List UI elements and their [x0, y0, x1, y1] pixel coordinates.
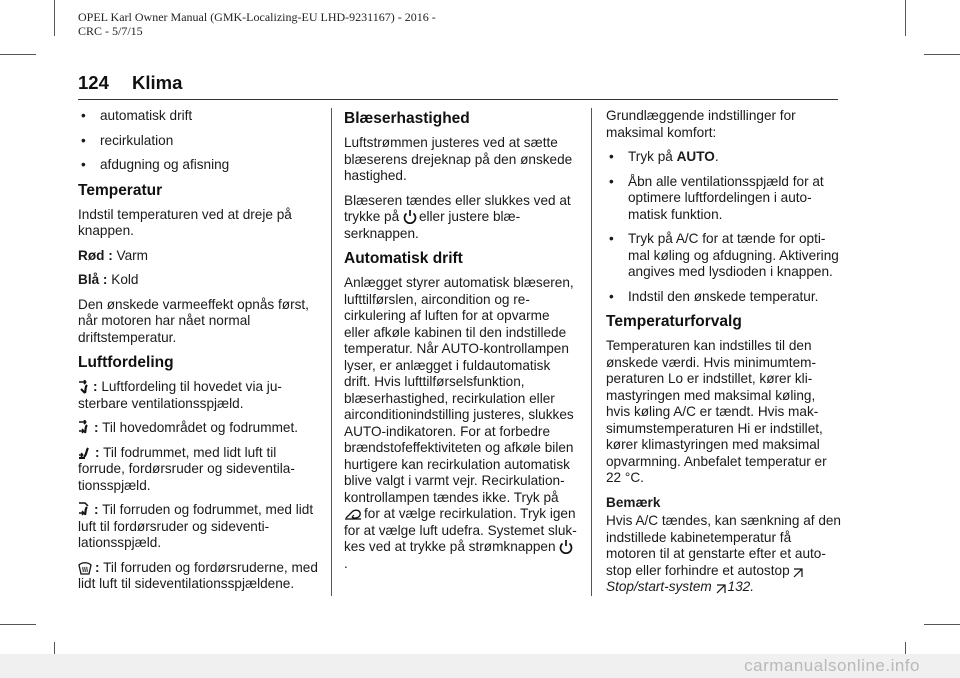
- watermark-text: carmanualsonline.info: [744, 656, 920, 675]
- temperature-intro: Indstil temperaturen ved at dreje på knappen.: [78, 206, 292, 238]
- red-setting: Rød : Varm: [78, 247, 148, 263]
- air-distribution-upper-lower-icon: [78, 420, 91, 435]
- air-distribution-floor-icon: [78, 447, 92, 460]
- list-item: • automatisk drift: [81, 108, 193, 123]
- air-distribution-windscreen-floor-icon: [78, 502, 91, 517]
- list-item: • Indstil den ønskede temperatur.: [609, 288, 819, 304]
- crop-mark: [924, 54, 960, 55]
- temperature-preset-heading: Temperaturforvalg: [606, 313, 742, 330]
- list-item: • afdugning og afisning: [81, 157, 230, 172]
- cross-reference-page[interactable]: 132.: [727, 579, 755, 594]
- blower-paragraph: Luftstrømmen justeres ved at sætte blæserens drejeknap på den ønskede hastighed.: [344, 135, 573, 183]
- temperature-note: Den ønskede varmeeffekt opnås først, når motoren har nået normal driftstemperatur.: [78, 296, 309, 345]
- defrost-windscreen-icon: [78, 561, 92, 575]
- temperature-preset-paragraph: Temperaturen kan indstilles til den ønskede værdi. Hvis minimumtemperaturen Lo er indstillet, kører klimastyringen med maksimal køling, hvis køling A/C er tændt. Hvis maksimumstemperaturen Hi er indstillet, kører klimastyringen med maksimal opvarmning. Anbefalet temperatur er 22 °C.: [606, 338, 827, 485]
- note-label: Bemærk: [606, 494, 661, 510]
- crop-mark: [905, 0, 906, 36]
- blower-paragraph: Blæseren tændes eller slukkes ved at trykke på eller justere blæserknappen.: [344, 192, 571, 241]
- section-title: Klima: [132, 72, 183, 93]
- cross-reference-link[interactable]: Stop/start-system: [606, 579, 712, 594]
- air-distribution-heading: Luftfordeling: [78, 354, 174, 371]
- list-item: • Tryk på AUTO.: [609, 149, 719, 164]
- list-item: • Åbn alle ventilationsspjæld for at optimere luftfordelingen i automatisk funktion.: [609, 173, 824, 222]
- air-distribution-upper-icon: [78, 380, 90, 394]
- air-distribution-item: : Luftfordeling til hovedet via justerbare ventilationsspjæld.: [78, 379, 282, 411]
- blower-speed-heading: Blæserhastighed: [344, 110, 470, 127]
- column-divider: [591, 108, 592, 596]
- list-item: • Tryk på A/C for at tænde for optimal køling og afdugning. Aktivering angives med lysdioden i knappen.: [609, 231, 839, 279]
- column-2: [344, 108, 578, 580]
- crop-mark: [54, 0, 55, 36]
- document-meta: OPEL Karl Owner Manual (GMK-Localizing-EU LHD-9231167) - 2016 - CRC - 5/7/15: [78, 10, 436, 38]
- page-number: 124: [78, 72, 109, 93]
- watermark-bar: [0, 654, 960, 678]
- air-distribution-item: : Til forruden og fordørsruderne, med lidt luft til sideventilationsspjældene.: [78, 559, 318, 591]
- column-3: [606, 108, 842, 604]
- note-paragraph: Hvis A/C tændes, kan sænkning af den indstillede kabinetemperatur få motoren til at genstarte efter et autostop eller forhindre et autostop Stop/start-system 132.: [606, 513, 841, 594]
- automatic-operation-heading: Automatisk drift: [344, 250, 463, 267]
- crop-mark: [0, 54, 36, 55]
- recirculation-icon: [344, 509, 362, 521]
- crop-mark: [0, 624, 36, 625]
- power-icon: [559, 539, 573, 554]
- blue-setting: Blå : Kold: [78, 272, 139, 287]
- crop-mark: [924, 624, 960, 625]
- cross-reference-icon: [716, 584, 726, 594]
- page-heading: [78, 72, 182, 94]
- header-rule: [78, 99, 838, 100]
- automatic-operation-paragraph: Anlægget styrer automatisk blæseren, lufttilførslen, aircondition og recirkulering af luften for at opvarme eller afkøle kabinen til den indstillede temperatur. Når AUTO-kontrollampen lyser, er anlægget i fuldautomatisk drift. Hvis lufttilførselsfunktion, blæserhastighed, recirkulation eller airconditionindstilling justeres, slukkes AUTO-indikatoren. For at forbedre brændstofeffektiviteten og afkøle bilen hurtigere kan recirkulation automatisk blive valgt i varmt vejr. Recirkulation-kontrollampen tændes ikke. Tryk på for at vælge recirkulation. Tryk igen for at vælge luft udefra. Systemet slukkes ved at trykke på strømknappen .: [344, 275, 577, 571]
- temperature-heading: Temperatur: [78, 181, 163, 199]
- air-distribution-item: : Til hovedområdet og fodrummet.: [78, 420, 318, 437]
- power-icon: [403, 209, 417, 224]
- column-divider: [331, 108, 332, 596]
- air-distribution-item: : Til fodrummet, med lidt luft til forrude, fordørsruder og sideventilationsspjæld.: [78, 444, 295, 493]
- list-item: • recirkulation: [81, 132, 174, 148]
- column-1: [78, 108, 318, 601]
- basic-settings-intro: Grundlæggende indstillinger for maksimal komfort:: [606, 108, 796, 140]
- air-distribution-item: : Til forruden og fodrummet, med lidt luft til fordørsruder og sideventilationsspjæld.: [78, 502, 314, 550]
- cross-reference-icon: [793, 568, 803, 578]
